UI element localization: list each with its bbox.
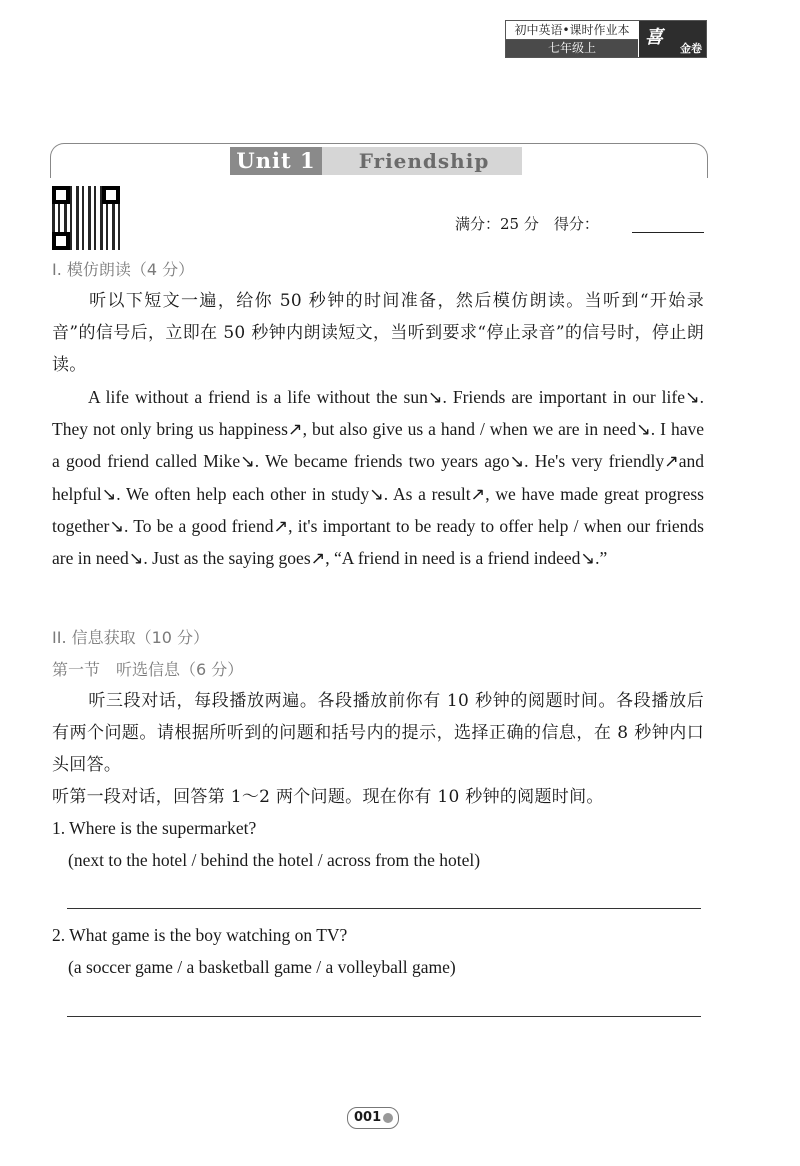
page-number <box>347 1107 399 1129</box>
book-title: 初中英语•课时作业本 <box>506 21 638 40</box>
unit-number: Unit 1 <box>230 147 322 175</box>
section1-heading: I. 模仿朗读（4 分） <box>52 260 195 279</box>
section2-instruction-text: 听三段对话，每段播放两遍。各段播放前你有 10 秒钟的阅题时间。各段播放后有两个问题。请根据所听到的问题和括号内的提示，选择正确的信息，在 8 秒钟内口头回答。 <box>52 691 704 775</box>
section2-heading: II. 信息获取（10 分） <box>52 628 210 647</box>
reading-passage <box>52 381 704 574</box>
question-2-options: (a soccer game / a basketball game / a volleyball game) <box>68 957 456 977</box>
page-dot-icon <box>383 1113 393 1123</box>
book-header <box>505 20 707 58</box>
question-2: 2. What game is the boy watching on TV? <box>52 925 348 945</box>
brand-sub: 金卷 <box>680 42 702 55</box>
reading-passage-text: A life without a friend is a life without the sun↘. Friends are important in our life↘. They not only bring us happiness↗, but also give us a hand / when we are in need↘. I have a good friend called Mike↘. We became friends two years ago↘. He's very friendly↗and helpful↘. We often help each other in study↘. As a result↗, we have made great progress together↘. To be a good friend↗, it's important to be ready to offer help / when our friends are in need↘. Just as the saying goes↗, “A friend in need is a friend indeed↘.” <box>52 387 704 569</box>
answer-line-2[interactable] <box>67 1016 701 1017</box>
answer-line-1[interactable] <box>67 908 701 909</box>
question-1-options: (next to the hotel / behind the hotel / across from the hotel) <box>68 850 481 870</box>
dialog1-instruction: 听第一段对话，回答第 1～2 两个问题。现在你有 10 秒钟的阅题时间。 <box>52 787 604 807</box>
brand-logo <box>639 21 706 57</box>
unit-title: Friendship <box>358 149 490 173</box>
page-number-text: 001 <box>354 1110 382 1125</box>
section2-instruction <box>52 685 704 781</box>
score-blank[interactable] <box>632 232 704 233</box>
section2-part1-heading: 第一节 听选信息（6 分） <box>52 660 244 679</box>
grade-label: 七年级上 <box>506 40 638 57</box>
question-1: 1. Where is the supermarket? <box>52 818 257 838</box>
section1-instruction <box>52 285 704 381</box>
qr-finder <box>52 186 70 204</box>
qr-finder <box>102 186 120 204</box>
score-label: 满分：25 分 得分： <box>455 215 599 233</box>
section1-instruction-text: 听以下短文一遍，给你 50 秒钟的时间准备，然后模仿朗读。当听到“开始录音”的信号后，立即在 50 秒钟内朗读短文，当听到要求“停止录音”的信号时，停止朗读。 <box>52 291 704 375</box>
brand-mark: 喜 <box>645 27 663 48</box>
qr-finder <box>52 232 70 250</box>
